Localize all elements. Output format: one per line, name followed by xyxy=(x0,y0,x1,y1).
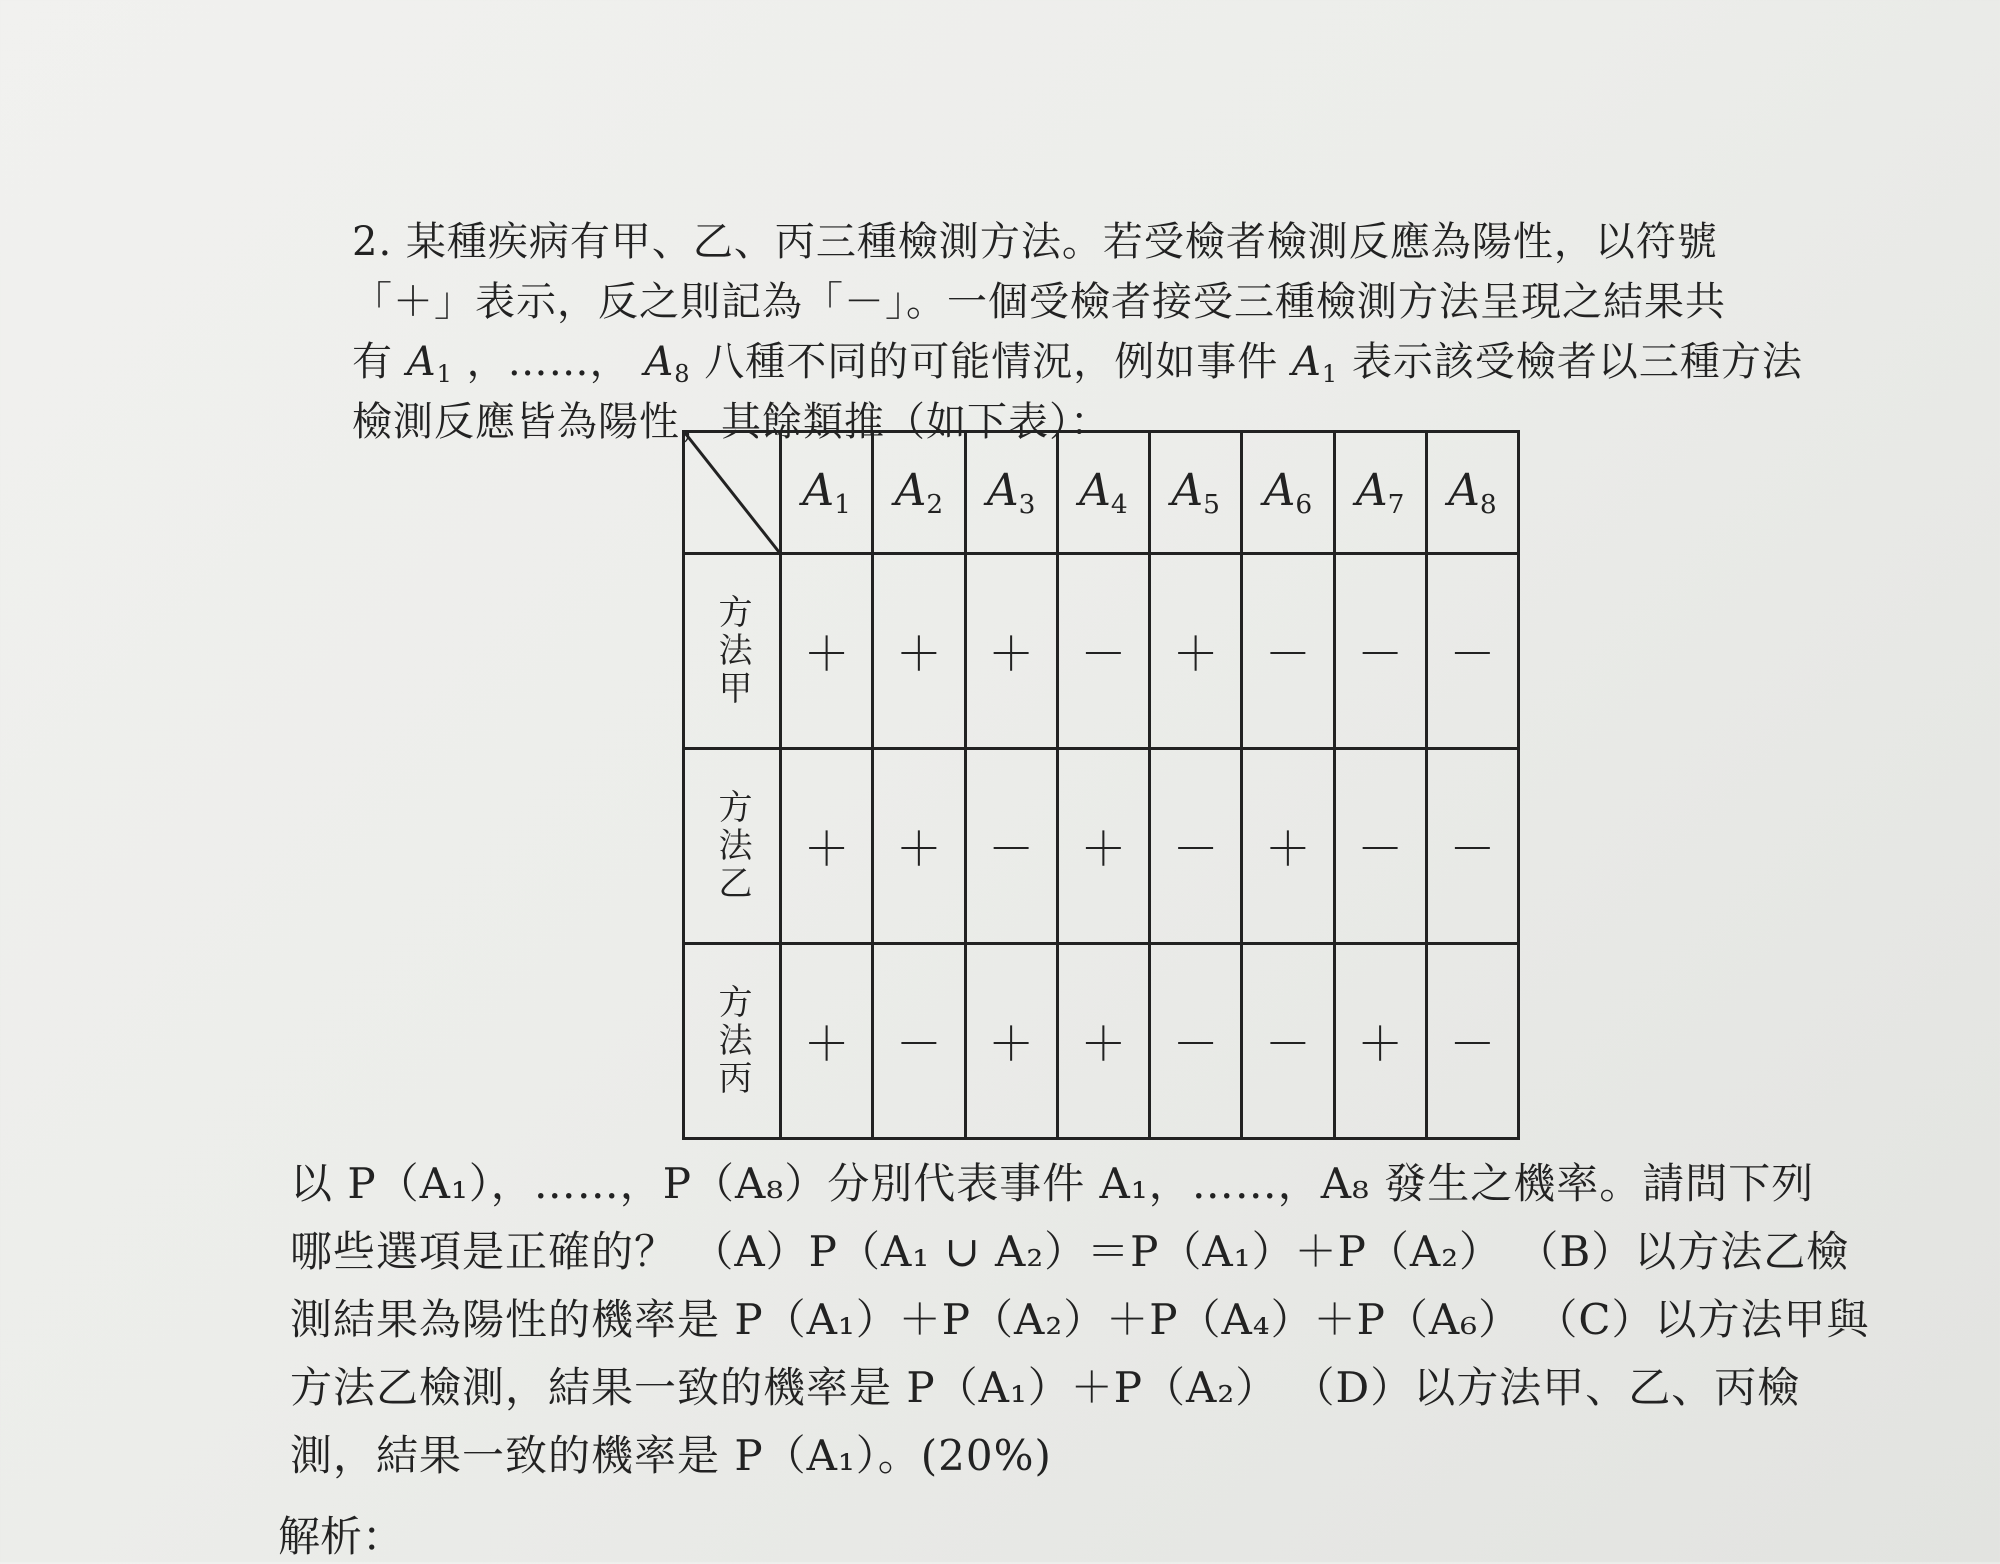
intro-line-1: 2. 某種疾病有甲、乙、丙三種檢測方法。若受檢者檢測反應為陽性，以符號 xyxy=(352,219,1718,265)
intro-line-3-pre: 有 xyxy=(352,339,393,385)
problem-intro xyxy=(352,212,1852,452)
event-a8-ref: $A_8$ xyxy=(644,339,691,389)
question-line-4: 方法乙檢測，結果一致的機率是 P（A₁）＋P（A₂） （D）以方法甲、乙、丙檢 xyxy=(290,1363,1801,1412)
table-cell: ＋ xyxy=(781,749,873,944)
col-header: $A_1$ xyxy=(781,432,873,554)
table-cell: ＋ xyxy=(1242,749,1334,944)
col-header: $A_2$ xyxy=(873,432,965,554)
question-text xyxy=(290,1150,1970,1490)
row-label: 方法丙 xyxy=(684,944,781,1139)
table-cell: － xyxy=(1242,554,1334,749)
intro-line-2: 「＋」表示，反之則記為「－」。一個受檢者接受三種檢測方法呈現之結果共 xyxy=(352,279,1726,325)
question-line-5: 測，結果一致的機率是 P（A₁）。(20%) xyxy=(290,1431,1052,1480)
table-cell: ＋ xyxy=(965,944,1057,1139)
intro-line-3-mid: ，……， xyxy=(466,339,631,385)
table-cell: ＋ xyxy=(1150,554,1242,749)
table-cell: － xyxy=(1426,554,1518,749)
event-a1-ref-2: $A_1$ xyxy=(1291,339,1339,389)
table-cell: － xyxy=(1150,749,1242,944)
question-line-3: 測結果為陽性的機率是 P（A₁）＋P（A₂）＋P（A₄）＋P（A₆） （C）以方法甲與 xyxy=(290,1295,1870,1344)
table-cell: ＋ xyxy=(965,554,1057,749)
table-cell: ＋ xyxy=(1334,944,1426,1139)
table-cell: ＋ xyxy=(781,944,873,1139)
intro-line-3 xyxy=(352,332,1852,392)
intro-line-3-rest: 八種不同的可能情況，例如事件 xyxy=(704,339,1279,385)
question-line-1: 以 P（A₁），……，P（A₈）分別代表事件 A₁，……，A₈ 發生之機率。請問下列 xyxy=(290,1159,1815,1208)
table-cell: － xyxy=(1057,554,1149,749)
table-cell: － xyxy=(1334,749,1426,944)
row-label: 方法甲 xyxy=(684,554,781,749)
event-a1-ref: $A_1$ xyxy=(406,339,453,389)
table-row-method-b xyxy=(684,749,1519,944)
answer-label: 解析： xyxy=(278,1512,405,1561)
col-header: $A_7$ xyxy=(1334,432,1426,554)
table-cell: － xyxy=(1334,554,1426,749)
table-cell: － xyxy=(1426,944,1518,1139)
col-header: $A_8$ xyxy=(1426,432,1518,554)
result-table xyxy=(682,430,1520,1140)
table-cell: － xyxy=(1242,944,1334,1139)
table-row-method-c xyxy=(684,944,1519,1139)
col-header: $A_4$ xyxy=(1057,432,1149,554)
table-cell: － xyxy=(965,749,1057,944)
table-row-method-a xyxy=(684,554,1519,749)
table-header-row xyxy=(684,432,1519,554)
table-cell: ＋ xyxy=(1057,944,1149,1139)
question-line-2: 哪些選項是正確的？ （A）P（A₁ ∪ A₂）＝P（A₁）＋P（A₂） （B）以方法乙檢 xyxy=(290,1227,1850,1276)
table-cell: － xyxy=(1150,944,1242,1139)
col-header: $A_3$ xyxy=(965,432,1057,554)
intro-line-3-end: 表示該受檢者以三種方法 xyxy=(1351,339,1803,385)
col-header: $A_5$ xyxy=(1150,432,1242,554)
col-header: $A_6$ xyxy=(1242,432,1334,554)
table-cell: － xyxy=(1426,749,1518,944)
table-corner-cell xyxy=(684,432,781,554)
table-cell: ＋ xyxy=(873,749,965,944)
intro-line-4: 檢測反應皆為陽性，其餘類推（如下表）： xyxy=(352,399,1111,445)
table-cell: ＋ xyxy=(781,554,873,749)
table-cell: ＋ xyxy=(873,554,965,749)
table-cell: － xyxy=(873,944,965,1139)
row-label: 方法乙 xyxy=(684,749,781,944)
table-cell: ＋ xyxy=(1057,749,1149,944)
diagonal-line xyxy=(685,433,779,552)
